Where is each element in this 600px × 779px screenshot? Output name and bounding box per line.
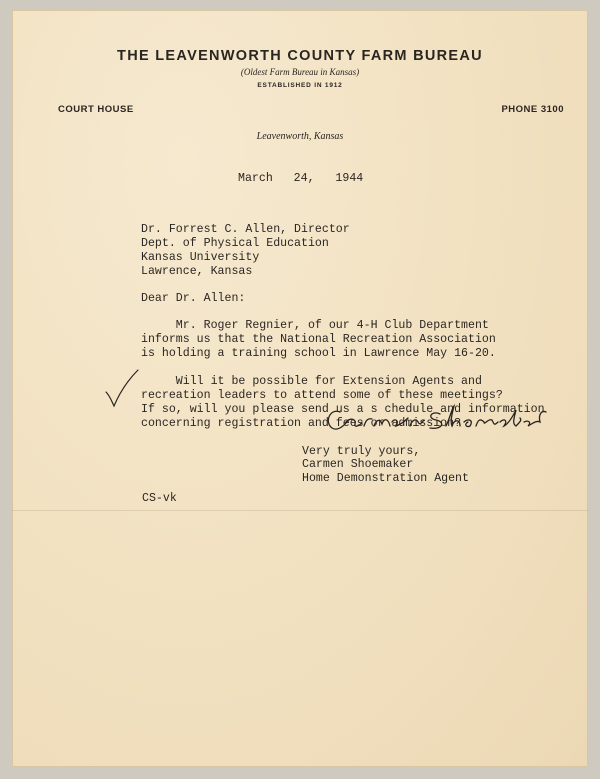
letterhead-subtitle: (Oldest Farm Bureau in Kansas): [240, 67, 360, 77]
letterhead-established: ESTABLISHED IN 1912: [257, 82, 343, 89]
body-line: Mr. Roger Regnier, of our 4-H Club Department: [141, 319, 489, 332]
letterhead-title: THE LEAVENWORTH COUNTY FARM BUREAU: [117, 48, 483, 64]
letter-date: March 24, 1944: [238, 172, 364, 185]
recipient-line: Dept. of Physical Education: [141, 237, 329, 250]
signer-title: Home Demonstration Agent: [302, 472, 469, 485]
signer-name: Carmen Shoemaker: [302, 458, 414, 471]
recipient-line: Kansas University: [141, 251, 260, 264]
paper-fold: [12, 510, 588, 511]
body-line: Will it be possible for Extension Agents and: [141, 375, 482, 388]
letterhead-phone: PHONE 3100: [501, 104, 564, 115]
body-line: recreation leaders to attend some of these meetings?: [141, 389, 503, 402]
salutation: Dear Dr. Allen:: [141, 292, 246, 305]
letterhead-address: COURT HOUSE: [58, 104, 134, 115]
closing: Very truly yours,: [302, 445, 421, 458]
handwritten-signature: [322, 400, 562, 440]
body-line: concerning registration and fees or admission?: [141, 417, 462, 430]
recipient-line: Dr. Forrest C. Allen, Director: [141, 223, 350, 236]
letterhead-place: Leavenworth, Kansas: [256, 131, 344, 142]
recipient-line: Lawrence, Kansas: [141, 265, 253, 278]
typist-initials: CS-vk: [142, 492, 177, 505]
body-line: If so, will you please send us a s chedule and information: [141, 403, 545, 416]
body-line: informs us that the National Recreation Association: [141, 333, 496, 346]
body-line: is holding a training school in Lawrence May 16-20.: [141, 347, 496, 360]
letter-page: [12, 10, 588, 767]
checkmark-icon: [102, 368, 142, 410]
